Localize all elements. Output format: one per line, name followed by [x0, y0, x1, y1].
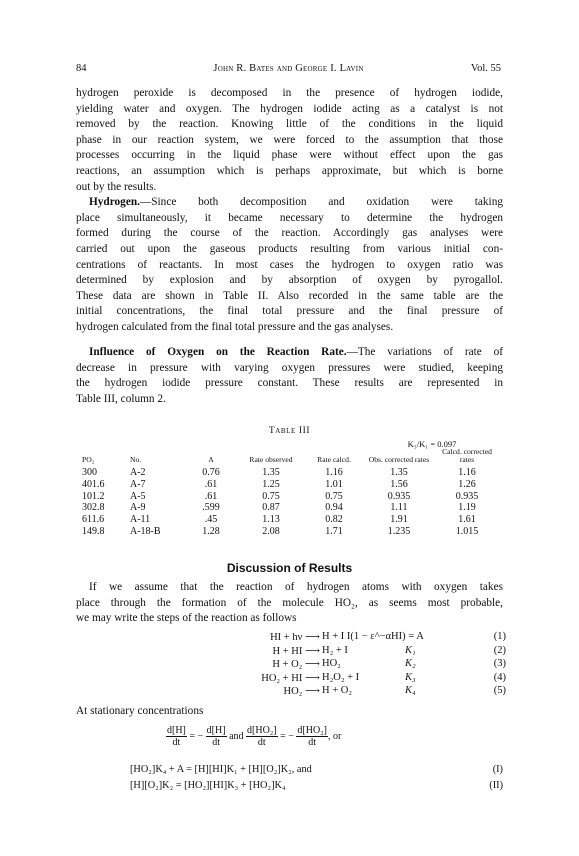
table-cell: 1.015 — [455, 525, 479, 537]
table-cell: A-11 — [130, 514, 151, 526]
table-cell: 300 — [82, 467, 97, 478]
table-cell: 401.6 — [82, 478, 105, 490]
paragraph-line: out by the results. — [76, 180, 157, 193]
column-header: Rate calcd. — [317, 455, 351, 464]
paragraph-line: reactions, an assumption which is perhaps approximate, but which is borne — [76, 165, 503, 177]
table-cell: 1.35 — [262, 467, 280, 478]
table-cell: 1.235 — [387, 525, 411, 537]
table-cell: 101.2 — [82, 490, 105, 502]
paragraph-line: place through the formation of the molecule HO₂, as seems most probable, — [76, 596, 503, 609]
section-heading: Discussion of Results — [226, 561, 353, 575]
table-cell: 302.8 — [82, 502, 105, 514]
table-cell: 149.8 — [82, 525, 105, 537]
paragraph-line: If we assume that the reaction of hydrogen atoms with oxygen takes — [89, 581, 503, 593]
column-header: Calcd. corrected rates — [442, 447, 492, 464]
table-cell: 0.87 — [262, 502, 280, 514]
reaction-equations — [180, 631, 506, 699]
table-cell: 1.16 — [458, 467, 476, 478]
table-cell: 1.13 — [262, 514, 280, 526]
table-cell: 1.28 — [202, 525, 220, 537]
paragraph-line: carried out upon the gaseous products resulting from various initial con- — [76, 243, 503, 255]
table-cell: 611.6 — [82, 514, 105, 526]
table-cell: 1.26 — [458, 478, 476, 490]
ratio-note: K₃/K₁ = 0.097 — [407, 439, 457, 449]
table-cell: .45 — [204, 514, 218, 526]
paragraph-line: we may write the steps of the reaction as follows — [76, 612, 297, 625]
table-cell: 1.11 — [390, 502, 408, 514]
page-number: 84 — [76, 63, 87, 74]
paragraph-line: yielding water and oxygen. The hydrogen iodide acting as a catalyst is not — [76, 102, 503, 115]
table-cell: A-2 — [130, 467, 146, 478]
table-cell: 0.935 — [455, 490, 479, 502]
table-cell: .61 — [204, 478, 218, 490]
column-header: Rate observed — [249, 455, 293, 464]
table-cell: 0.82 — [325, 514, 343, 526]
hydrogen-heading: Hydrogen. — [89, 196, 140, 209]
table-row — [80, 479, 500, 491]
column-header: A — [208, 455, 214, 464]
paragraph-line: the hydrogen iodide pressure constant. These results are represented in — [76, 377, 503, 390]
table-cell: 0.75 — [262, 490, 280, 502]
reaction-row: H + O₂ ⟶ HO₂ K₂ (3) — [272, 658, 506, 670]
table-cell: 0.94 — [325, 502, 343, 514]
table-cell: 1.01 — [325, 478, 343, 490]
table-cell: A-5 — [130, 490, 146, 502]
paragraph-line: initial concentrations, the final total pressure and the final pressure of — [76, 305, 503, 318]
table-cell: A-7 — [130, 478, 146, 490]
paragraph-line: Hydrogen.—Since both decomposition and oxidation were taking — [89, 196, 503, 209]
table-cell: 0.935 — [387, 490, 411, 502]
table-row — [80, 467, 500, 479]
paragraph-line: These data are shown in Table II. Also recorded in the same table are the — [76, 289, 503, 302]
paragraph-line: centrations of reactants. In most cases the hydrogen to oxygen ratio was — [76, 258, 503, 271]
table-cell: 1.19 — [458, 502, 476, 514]
paragraph-line: hydrogen calculated from the final total pressure and the gas analyses. — [76, 321, 394, 333]
table-cell: A-9 — [130, 502, 146, 514]
table-row — [80, 502, 500, 514]
table-cell: 1.16 — [325, 467, 343, 478]
differential-equation: $\frac{d[H]}{dt}$ = − $\frac{d[H]}{dt}$ and $\frac{\text{d[HO₂]}}{dt}$ = − $\frac{\text{d[HO₂]}}{dt}$ , or — [167, 725, 342, 748]
reaction-row: HO₂ ⟶ H + O₂ K₄ (5) — [283, 685, 506, 697]
table-cell: 1.91 — [390, 514, 408, 526]
table-cell: 1.56 — [390, 478, 408, 490]
stationary-label: At stationary concentrations — [76, 705, 204, 717]
table-cell: 2.08 — [262, 525, 280, 537]
paragraph-line: place simultaneously, it became necessary to determine the hydrogen — [76, 211, 503, 224]
steady-state-equation: [HO₂]K₄ + A = [H][HI]K₁ + [H][O₂]K₂, and (I) — [130, 764, 503, 775]
table-header-row — [80, 448, 500, 467]
table-cell: .61 — [204, 490, 218, 502]
oxygen-heading: Influence of Oxygen on the Reaction Rate. — [89, 346, 347, 358]
paragraph-line: phase in our reaction system, we were forced to the assumption that those — [76, 133, 503, 146]
paragraph-line: decrease in pressure with varying oxygen pressures were studied, keeping — [76, 361, 503, 374]
table-row — [80, 526, 500, 538]
paragraph-line: determined by explosion and by absorption of oxygen by pyrogallol. — [76, 274, 503, 287]
table-title: Table III — [268, 426, 311, 436]
table-cell: 1.61 — [458, 514, 476, 526]
table-cell: 1.71 — [325, 525, 343, 537]
running-header — [76, 63, 501, 77]
table-cell: .599 — [202, 502, 220, 514]
reaction-row: H + HI ⟶ H₂ + I K₁ (2) — [272, 644, 506, 657]
reaction-row: HI + hν ⟶ H + I I(1 − ε^−αHI) = A (1) — [270, 631, 506, 643]
table-row — [80, 514, 500, 526]
steady-state-equation: [H][O₂]K₂ = [HO₂][HI]K₃ + [HO₂]K₄ (II) — [130, 780, 503, 791]
volume-label: Vol. 55 — [470, 63, 501, 74]
table-cell: 0.76 — [202, 467, 220, 478]
paragraph-line: removed by the reaction. Knowing little of the conditions in the liquid — [76, 118, 503, 131]
running-title: John R. Bates and George I. Lavin — [213, 63, 364, 74]
table-cell: 1.25 — [262, 478, 280, 490]
paragraph-line: Table III, column 2. — [76, 392, 166, 405]
column-header: No. — [130, 455, 142, 464]
table-cell: 1.35 — [390, 467, 408, 478]
column-header: Obs. corrected rates — [368, 455, 430, 464]
reaction-row: HO₂ + HI ⟶ H₂O₂ + I K₃ (4) — [261, 671, 506, 684]
paragraph-line: Influence of Oxygen on the Reaction Rate.—The variations of rate of — [89, 346, 503, 358]
data-table — [80, 440, 500, 538]
table-row — [80, 491, 500, 503]
table-cell: 0.75 — [325, 490, 343, 502]
column-header: PO₂ — [82, 455, 95, 464]
paragraph-line: formed during the course of the reaction. Accordingly gas analyses were — [76, 227, 503, 240]
paragraph-line: processes occurring in the liquid phase were without effect upon the gas — [76, 149, 503, 162]
table-cell: A-18-B — [130, 525, 161, 537]
paragraph-line: hydrogen peroxide is decomposed in the presence of hydrogen iodide, — [76, 87, 503, 99]
